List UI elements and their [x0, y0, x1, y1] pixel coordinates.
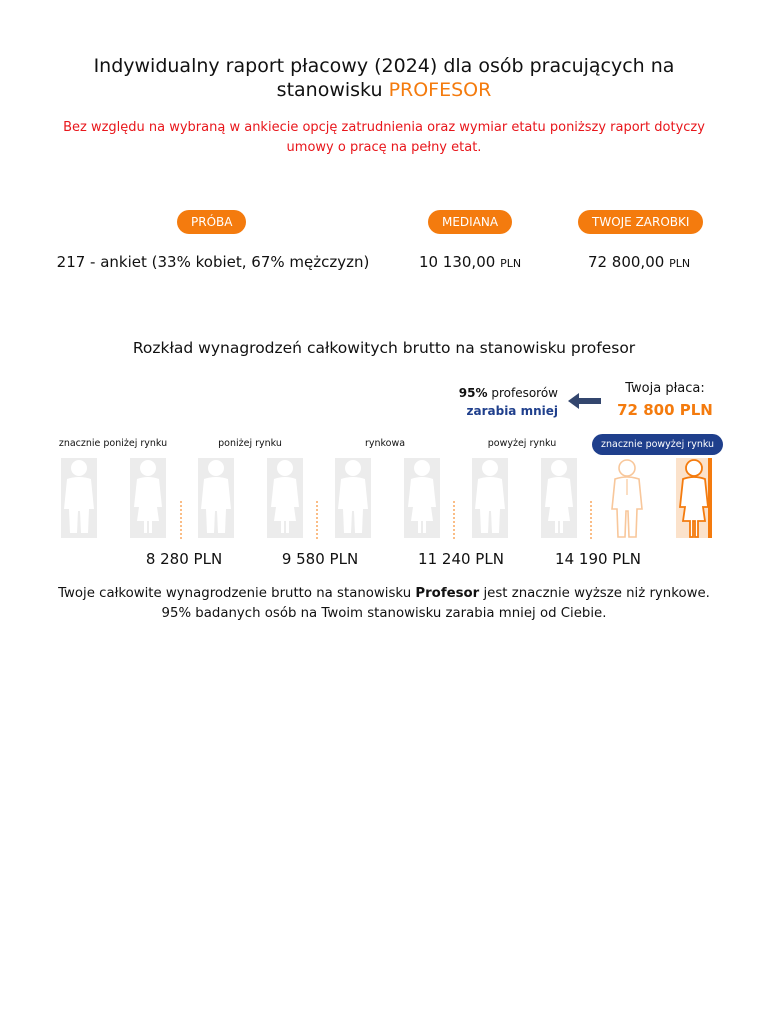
report-title-position: PROFESOR: [388, 79, 492, 101]
summary-text: [30, 584, 738, 624]
category-label-1: poniżej rynku: [218, 438, 282, 449]
summary-suffix: jest znacznie wyższe niż rynkowe.: [483, 586, 710, 601]
your-earnings-value: [569, 253, 709, 271]
your-pay-value: 72 800 PLN: [617, 401, 713, 419]
person-icon: [61, 458, 97, 538]
person-icon: [335, 458, 371, 538]
threshold-1: 9 580 PLN: [281, 550, 359, 568]
category-label-0: znacznie poniżej rynku: [58, 438, 168, 449]
category-label-4: znacznie powyżej rynku: [592, 434, 723, 455]
person-icon: [130, 458, 166, 538]
person-icon: [541, 458, 577, 538]
summary-prefix: Twoje całkowite wynagrodzenie brutto na stanowisku: [58, 586, 412, 601]
your-pay-label: Twoja płaca:: [625, 381, 705, 396]
sample-value: 217 - ankiet (33% kobiet, 67% mężczyzn): [56, 253, 370, 271]
threshold-3: 14 190 PLN: [555, 550, 641, 568]
median-amount: 10 130,00: [418, 253, 496, 271]
contract-notice: Bez względu na wybraną w ankiecie opcję zatrudnienia oraz wymiar etatu poniższy raport dotyczy umowy o pracę na pełny etat.: [63, 120, 705, 155]
percentile-label: profesorów: [491, 386, 558, 400]
summary-line1: [30, 584, 738, 604]
summary-position: Profesor: [415, 586, 480, 601]
person-icon: [472, 458, 508, 538]
category-label-2: rynkowa: [364, 438, 406, 449]
sample-pill: PRÓBA: [177, 210, 246, 234]
summary-line2: 95% badanych osób na Twoim stanowisku zarabia mniej od Ciebie.: [161, 606, 607, 621]
distribution-title: Rozkład wynagrodzeń całkowitych brutto na stanowisku profesor: [132, 339, 636, 357]
percentile-label2: zarabia mniej: [466, 404, 558, 418]
person-icon: [198, 458, 234, 538]
threshold-2: 11 240 PLN: [418, 550, 504, 568]
person-icon-highlight-light: [612, 460, 642, 537]
your-earnings-pill: TWOJE ZAROBKI: [578, 210, 703, 234]
report-title-line2: [40, 78, 728, 102]
your-earnings-amount: 72 800,00: [587, 253, 665, 271]
your-earnings-unit: PLN: [669, 257, 691, 270]
person-icon: [267, 458, 303, 538]
percentile-info: [360, 384, 558, 420]
median-pill: MEDIANA: [428, 210, 512, 234]
category-label-3: powyżej rynku: [487, 438, 557, 449]
median-value: [400, 253, 540, 271]
median-unit: PLN: [500, 257, 522, 270]
report-title: [40, 54, 728, 102]
report-title-line1: Indywidualny raport płacowy (2024) dla osób pracujących na: [93, 55, 675, 77]
arrow-left-icon: [568, 392, 604, 410]
person-icon: [404, 458, 440, 538]
percentile-value: 95%: [458, 386, 488, 400]
percentile-line1: [360, 384, 558, 402]
report-title-prefix: stanowisku: [276, 79, 383, 101]
person-icon-active: [676, 458, 712, 538]
distribution-figures: [0, 455, 768, 545]
threshold-0: 8 280 PLN: [145, 550, 223, 568]
